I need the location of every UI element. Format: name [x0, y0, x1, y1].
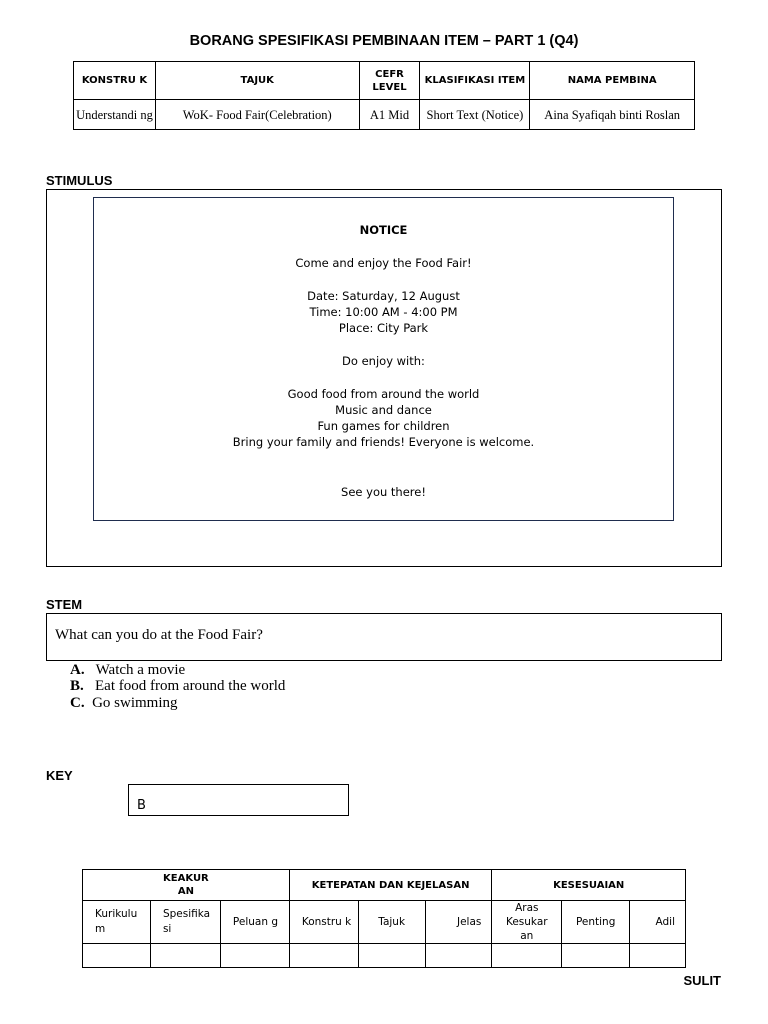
option-c-letter: C. — [70, 695, 85, 711]
option-b-text: Eat food from around the world — [95, 678, 286, 694]
notice-time: Time: 10:00 AM - 4:00 PM — [309, 305, 458, 319]
score-cell-adil[interactable] — [630, 944, 686, 968]
header-nama-pembina: NAMA PEMBINA — [530, 62, 695, 100]
criterion-aras-kesukaran — [492, 901, 562, 944]
criterion-konstruk: Konstru k — [289, 901, 358, 944]
value-konstruk: Understandi ng — [74, 100, 156, 130]
evaluation-table — [82, 869, 686, 968]
option-c-text: Go swimming — [92, 695, 178, 711]
footer-sulit: SULIT — [683, 973, 721, 988]
stem-question: What can you do at the Food Fair? — [46, 613, 722, 661]
notice-box — [93, 197, 674, 521]
notice-heading: NOTICE — [359, 223, 408, 237]
notice-closing: See you there! — [341, 485, 426, 499]
group-kesesuaian: KESESUAIAN — [492, 870, 686, 901]
notice-item-food: Good food from around the world — [287, 387, 480, 401]
value-klasifikasi-item: Short Text (Notice) — [420, 100, 530, 130]
stem-label: STEM — [46, 597, 83, 612]
notice-date: Date: Saturday, 12 August — [307, 289, 460, 303]
score-cell-peluang[interactable] — [220, 944, 289, 968]
score-cell-konstruk[interactable] — [289, 944, 358, 968]
option-a-text: Watch a movie — [95, 662, 186, 678]
criterion-aras-kesukaran-label: Aras Kesukar an — [505, 902, 548, 942]
form-title: BORANG SPESIFIKASI PEMBINAAN ITEM – PART 1 (Q4) — [189, 33, 579, 49]
option-a-letter: A. — [70, 662, 85, 678]
criterion-adil: Adil — [630, 901, 686, 944]
notice-intro: Come and enjoy the Food Fair! — [295, 256, 472, 270]
score-cell-kurikulum[interactable] — [83, 944, 151, 968]
option-b-letter: B. — [70, 678, 84, 694]
criterion-peluang: Peluan g — [220, 901, 289, 944]
group-ketepatan-kejelasan: KETEPATAN DAN KEJELASAN — [289, 870, 492, 901]
value-tajuk: WoK- Food Fair(Celebration) — [155, 100, 359, 130]
group-keakuran — [83, 870, 290, 901]
criterion-tajuk: Tajuk — [358, 901, 425, 944]
criterion-jelas: Jelas — [425, 901, 492, 944]
notice-place: Place: City Park — [338, 321, 429, 335]
score-cell-penting[interactable] — [562, 944, 630, 968]
option-a — [70, 662, 185, 679]
option-b — [70, 678, 285, 695]
criterion-penting: Penting — [562, 901, 630, 944]
option-c — [70, 695, 178, 712]
score-cell-aras-kesukaran[interactable] — [492, 944, 562, 968]
value-cefr-level: A1 Mid — [359, 100, 420, 130]
score-cell-tajuk[interactable] — [358, 944, 425, 968]
score-cell-jelas[interactable] — [425, 944, 492, 968]
value-nama-pembina: Aina Syafiqah binti Roslan — [530, 100, 695, 130]
notice-item-games: Fun games for children — [317, 419, 450, 433]
score-cell-spesifikasi[interactable] — [150, 944, 220, 968]
header-klasifikasi-item: KLASIFIKASI ITEM — [420, 62, 530, 100]
key-label: KEY — [46, 768, 73, 783]
notice-item-music: Music and dance — [335, 403, 432, 417]
key-answer: B — [128, 784, 349, 816]
notice-enjoy: Do enjoy with: — [342, 354, 425, 368]
header-cefr-level: CEFR LEVEL — [359, 62, 420, 100]
notice-invite: Bring your family and friends! Everyone is welcome. — [232, 435, 535, 449]
item-info-table — [73, 61, 695, 130]
group-keakuran-label: KEAKUR AN — [163, 873, 209, 897]
stimulus-label: STIMULUS — [46, 173, 113, 188]
header-tajuk: TAJUK — [155, 62, 359, 100]
header-konstruk: KONSTRU K — [74, 62, 156, 100]
criterion-spesifikasi: Spesifika si — [150, 901, 220, 944]
criterion-kurikulum: Kurikulu m — [83, 901, 151, 944]
